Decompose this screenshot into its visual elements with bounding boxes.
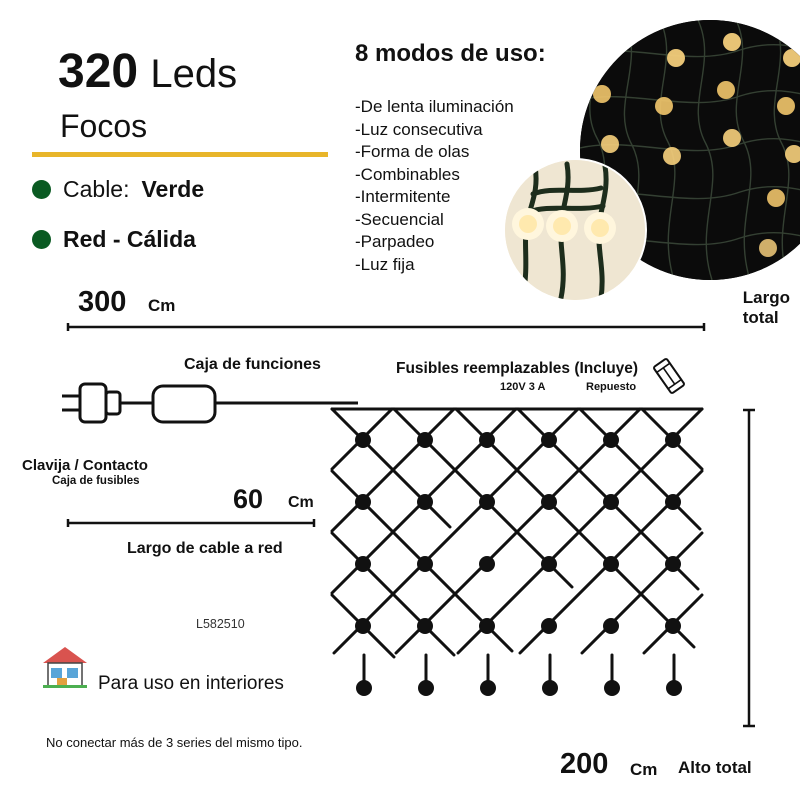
warning-note: No conectar más de 3 series del mismo tipo. xyxy=(46,735,303,750)
mode-item: -Parpadeo xyxy=(355,232,435,251)
mode-item: -Secuencial xyxy=(355,209,444,229)
led-count-word: Leds xyxy=(150,52,238,96)
spare-label: Repuesto xyxy=(586,381,637,393)
cable-value: Verde xyxy=(141,176,205,202)
light-type-row xyxy=(32,226,196,253)
total-length-unit: Cm xyxy=(148,296,176,315)
focos-label: Focos xyxy=(60,108,148,144)
led-count-headline xyxy=(58,45,238,98)
bulb-closeup-illustration xyxy=(505,160,645,300)
fuse-icon xyxy=(650,356,688,396)
height-value: 200 xyxy=(560,748,609,780)
mode-item: -Combinables xyxy=(355,164,460,184)
mode-item: -Luz fija xyxy=(355,254,415,274)
cable-length-label: Largo de cable a red xyxy=(127,540,283,557)
closeup-bulbs xyxy=(512,208,616,244)
fuse-box-label: Caja de fusibles xyxy=(52,475,140,487)
mode-item: -Intermitente xyxy=(355,187,451,206)
product-code: L582510 xyxy=(196,617,245,631)
cable-length-dimension-line xyxy=(66,518,316,528)
total-length-label: Largo total xyxy=(742,288,790,327)
bullet-dot-icon xyxy=(32,230,51,249)
mode-item: -Forma de olas xyxy=(355,142,470,161)
house-icon xyxy=(42,645,88,689)
modes-title: 8 modos de uso: xyxy=(355,40,546,67)
voltage-label: 120V 3 A xyxy=(500,381,546,393)
fuses-label: Fusibles reemplazables (Incluye) xyxy=(396,360,639,377)
plug-label: Clavija / Contacto xyxy=(22,457,148,474)
height-dimension-line xyxy=(742,408,756,728)
total-length-dimension-line xyxy=(66,322,706,332)
accent-divider xyxy=(32,152,328,157)
light-net-diagram xyxy=(330,405,730,735)
plug-and-function-box-drawing xyxy=(58,372,358,452)
function-box-label: Caja de funciones xyxy=(184,356,321,373)
mode-item: -Luz consecutiva xyxy=(355,119,483,139)
cable-length-value: 60 xyxy=(233,484,264,514)
total-length-value: 300 xyxy=(78,286,127,318)
bulb-closeup-photo xyxy=(505,160,645,300)
led-count-value: 320 xyxy=(58,45,139,98)
bullet-dot-icon xyxy=(32,180,51,199)
light-type-value: Red - Cálida xyxy=(63,226,196,252)
height-unit: Cm xyxy=(630,760,658,779)
cable-length-unit: Cm xyxy=(288,494,314,511)
height-label: Alto total xyxy=(678,758,752,777)
indoor-use-label: Para uso en interiores xyxy=(98,673,284,694)
cable-label: Cable: xyxy=(63,176,130,202)
cable-spec-row xyxy=(32,176,204,203)
modes-list xyxy=(355,96,514,276)
mode-item: -De lenta iluminación xyxy=(355,97,514,116)
